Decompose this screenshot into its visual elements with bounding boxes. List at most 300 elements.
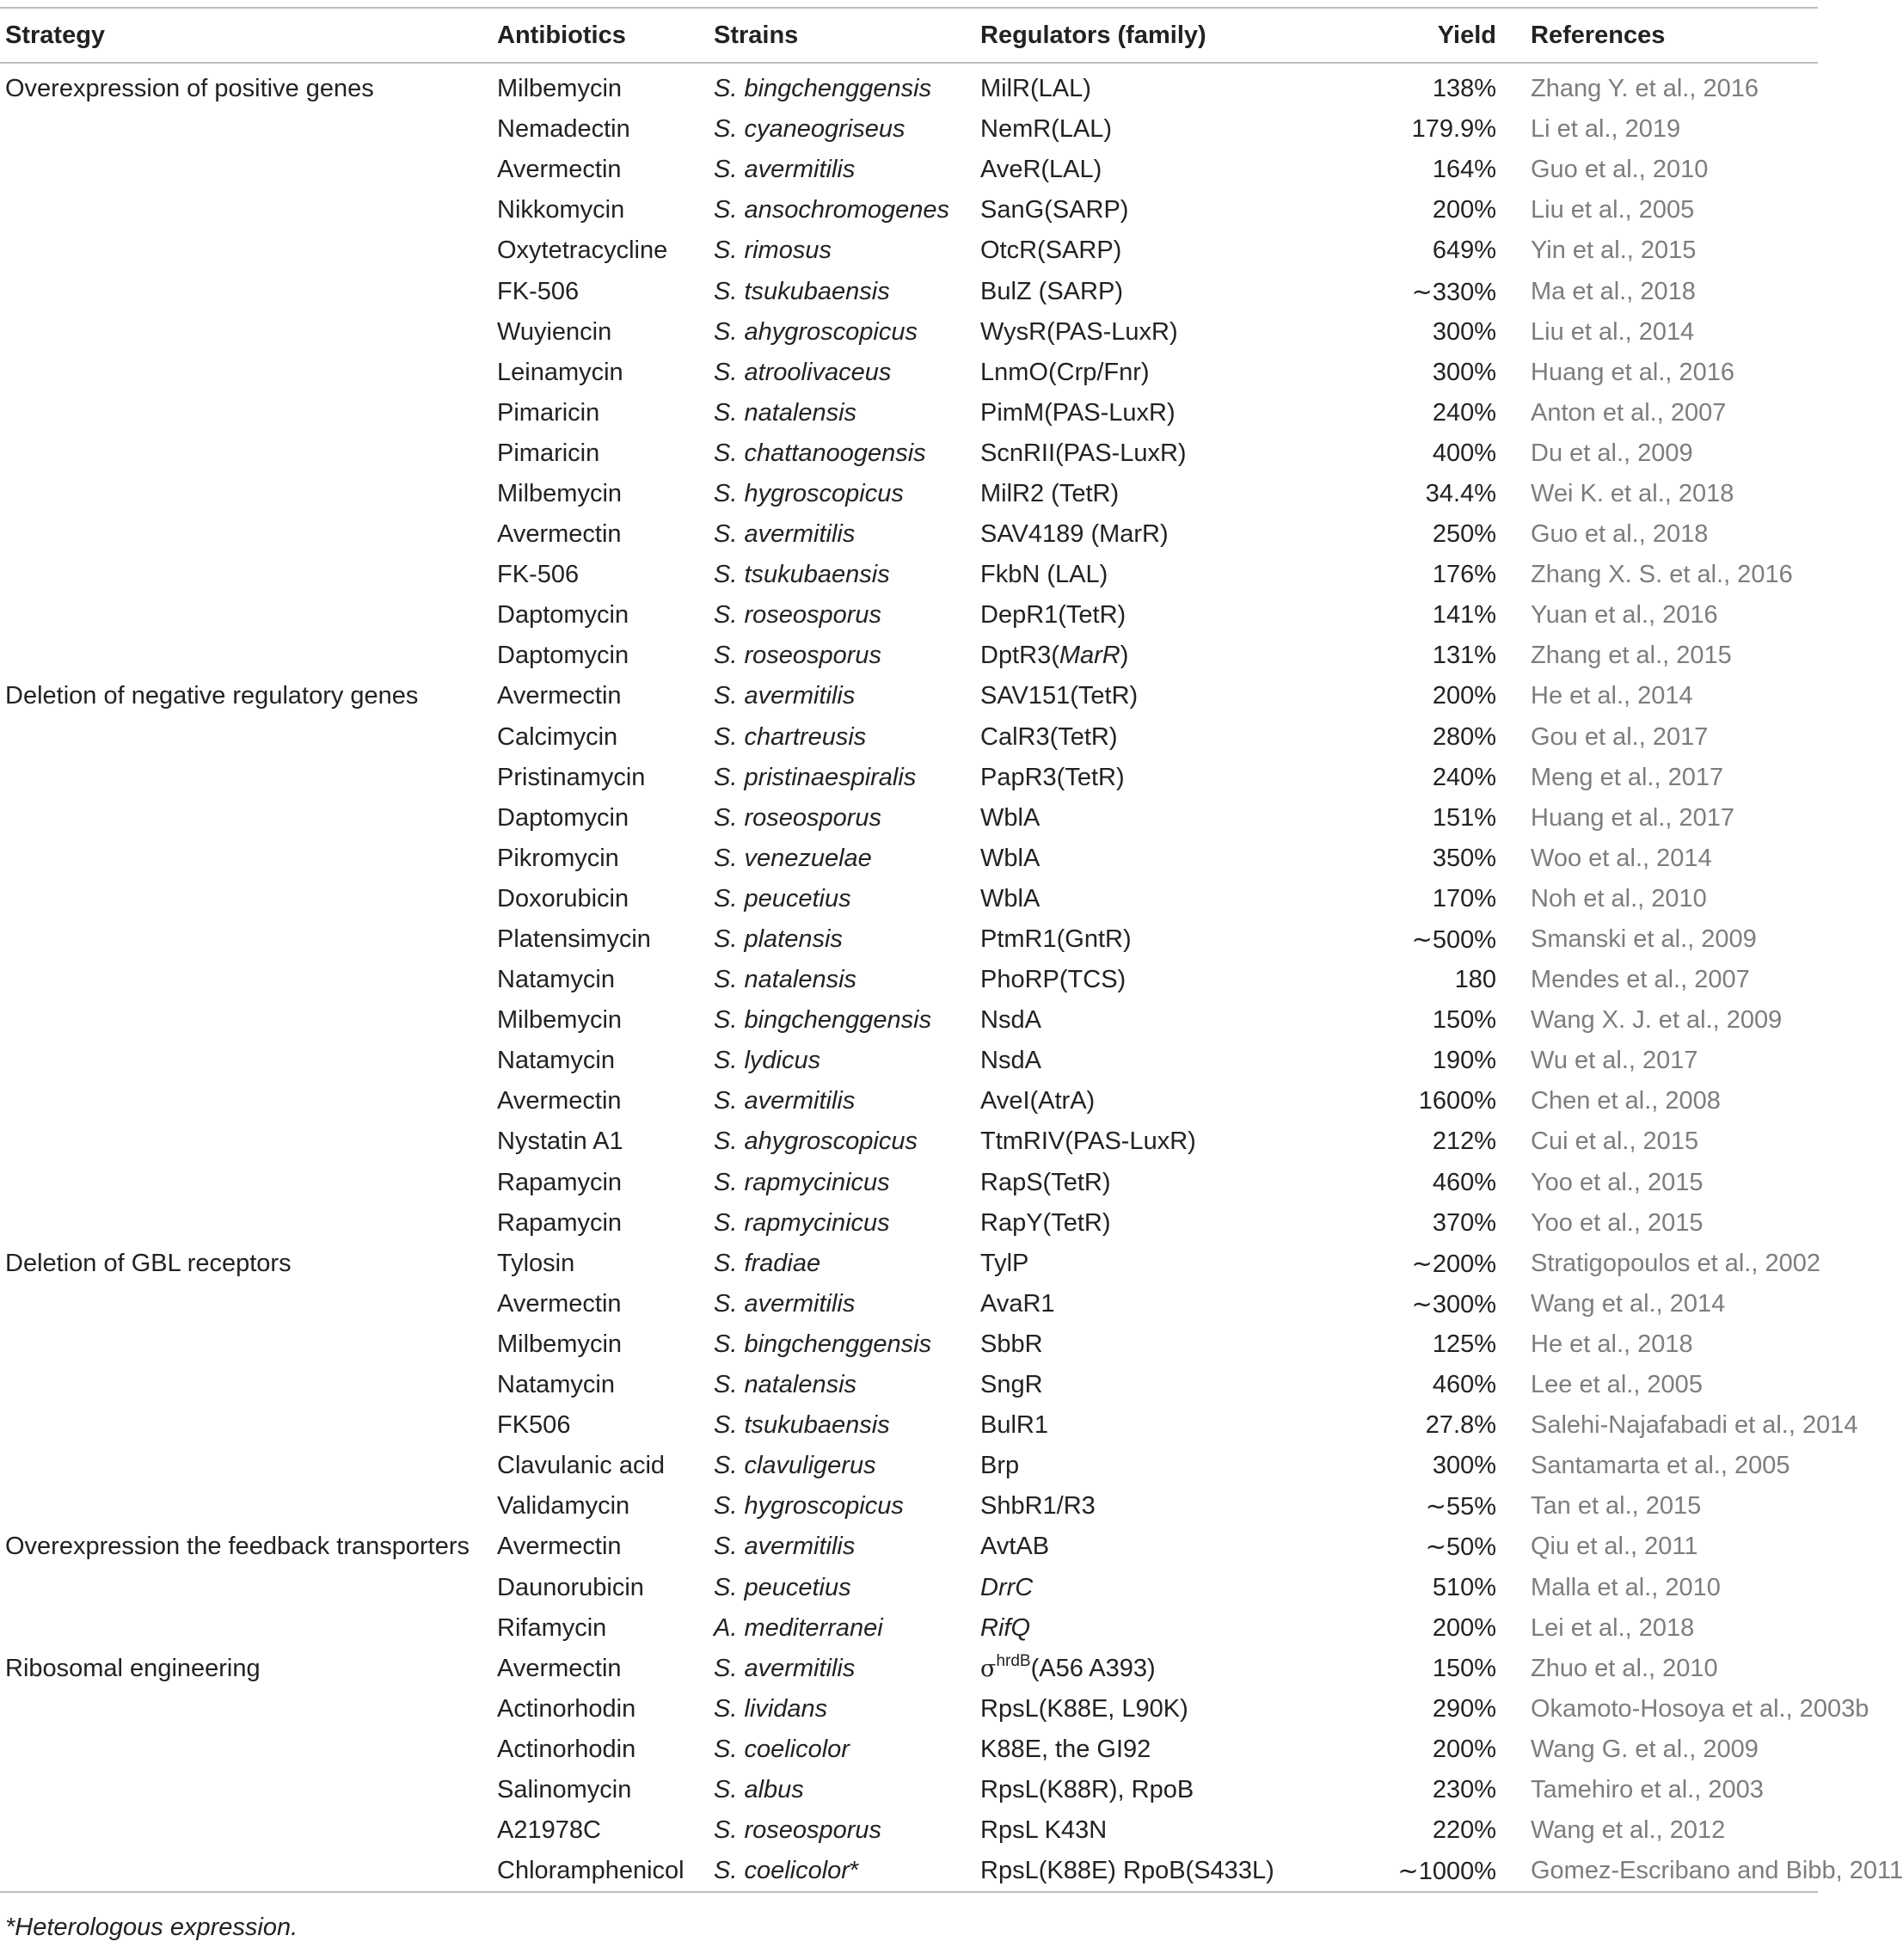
regulator-cell xyxy=(980,150,1337,190)
yield-cell: 190% xyxy=(1432,1047,1496,1075)
header-spacer xyxy=(1496,8,1531,63)
yield-cell: ∼55% xyxy=(1425,1493,1496,1521)
antibiotic-cell: Daptomycin xyxy=(497,803,629,832)
yield-cell: 400% xyxy=(1432,439,1496,467)
strain-cell xyxy=(714,312,980,353)
strategy-cell xyxy=(0,1730,497,1770)
strategy-cell xyxy=(0,1324,497,1365)
table-row xyxy=(0,109,1818,150)
regulator-cell xyxy=(980,717,1337,758)
yield-cell: 151% xyxy=(1432,803,1496,832)
strain-name: S. fradiae xyxy=(714,1249,821,1277)
reference-cell: Qiu et al., 2011 xyxy=(1531,1533,1698,1561)
regulator-cell xyxy=(980,1324,1337,1365)
strategy-cell xyxy=(0,879,497,919)
antibiotic-cell: Avermectin xyxy=(497,1087,622,1115)
yield-cell: 300% xyxy=(1432,358,1496,386)
regulator-name: SngR xyxy=(980,1371,1043,1399)
header-yield: Yield xyxy=(1337,8,1496,63)
strain-name: S. roseosporus xyxy=(714,1816,882,1845)
yield-cell: 200% xyxy=(1432,1613,1496,1642)
strain-name: S. ahygroscopicus xyxy=(714,317,918,346)
regulator-name: K88E, the GI92 xyxy=(980,1735,1151,1763)
strain-name: S. peucetius xyxy=(714,884,851,912)
strain-name: S. rapmycinicus xyxy=(714,1168,890,1196)
strain-cell xyxy=(714,1324,980,1365)
spacer-cell xyxy=(1496,1284,1531,1324)
regulator-cell xyxy=(980,919,1337,960)
yield-cell: 230% xyxy=(1432,1775,1496,1803)
yield-cell: 649% xyxy=(1432,237,1496,265)
antibiotic-cell: Oxytetracycline xyxy=(497,237,668,265)
reference-cell: Wei K. et al., 2018 xyxy=(1531,479,1734,507)
yield-cell: ∼50% xyxy=(1425,1533,1496,1562)
strain-name: S. roseosporus xyxy=(714,642,882,670)
regulator-cell xyxy=(980,1730,1337,1770)
spacer-cell xyxy=(1496,1081,1531,1121)
table-row xyxy=(0,1770,1818,1810)
antibiotic-cell: Chloramphenicol xyxy=(497,1851,714,1892)
table-row xyxy=(0,1121,1818,1162)
yield-cell: 510% xyxy=(1432,1573,1496,1601)
strategy-cell xyxy=(0,109,497,150)
regulator-name: AveI(AtrA) xyxy=(980,1087,1096,1115)
regulator-cell xyxy=(980,1810,1337,1851)
reference-cell: Okamoto-Hosoya et al., 2003b xyxy=(1531,1694,1869,1723)
spacer-cell xyxy=(1496,271,1531,311)
antibiotic-cell: Platensimycin xyxy=(497,925,651,954)
reference-cell: Salehi-Najafabadi et al., 2014 xyxy=(1531,1411,1858,1440)
strain-cell xyxy=(714,1163,980,1203)
strain-name: S. natalensis xyxy=(714,1371,857,1399)
strain-name: S. roseosporus xyxy=(714,803,882,832)
strain-name: S. avermitilis xyxy=(714,1087,856,1115)
strain-name: S. atroolivaceus xyxy=(714,358,892,386)
table-row xyxy=(0,312,1818,353)
yield-cell: 250% xyxy=(1432,520,1496,549)
regulator-cell xyxy=(980,1608,1337,1649)
regulator-cell xyxy=(980,1649,1337,1689)
yield-cell: 150% xyxy=(1432,1654,1496,1682)
strategy-cell xyxy=(0,1446,497,1486)
strategy-cell xyxy=(0,230,497,271)
regulator-name: ScnRII(PAS-LuxR) xyxy=(980,439,1187,467)
yield-cell: 200% xyxy=(1432,196,1496,224)
table-row xyxy=(0,839,1818,879)
reference-cell: Yin et al., 2015 xyxy=(1531,237,1697,265)
spacer-cell xyxy=(1496,717,1531,758)
antibiotic-cell: Rifamycin xyxy=(497,1613,607,1642)
strain-cell xyxy=(714,393,980,433)
regulator-cell xyxy=(980,1041,1337,1081)
strain-cell xyxy=(714,1810,980,1851)
antibiotic-cell: Milbemycin xyxy=(497,479,623,507)
regulator-cell xyxy=(980,1284,1337,1324)
header-references: References xyxy=(1531,8,1818,63)
footnote: *Heterologous expression. xyxy=(5,1914,298,1941)
table-row xyxy=(0,1081,1818,1121)
strain-cell xyxy=(714,230,980,271)
regulator-cell xyxy=(980,1851,1337,1892)
table-row xyxy=(0,1163,1818,1203)
yield-cell: 460% xyxy=(1432,1168,1496,1196)
regulator-name: PhoRP(TCS) xyxy=(980,966,1126,994)
reference-cell: Liu et al., 2005 xyxy=(1531,196,1695,224)
reference-cell: Ma et al., 2018 xyxy=(1531,277,1696,305)
reference-cell: Wang et al., 2012 xyxy=(1531,1816,1726,1845)
regulator-name: RpsL(K88E) RpoB(S433L) xyxy=(980,1857,1274,1885)
table-row xyxy=(0,595,1818,636)
spacer-cell xyxy=(1496,1324,1531,1365)
regulator-cell xyxy=(980,312,1337,353)
strain-cell xyxy=(714,1527,980,1567)
strategy-cell xyxy=(0,312,497,353)
regulator-cell xyxy=(980,1000,1337,1041)
spacer-cell xyxy=(1496,1527,1531,1567)
strain-name: S. pristinaespiralis xyxy=(714,763,917,791)
table-row xyxy=(0,1284,1818,1324)
yield-cell: ∼1000% xyxy=(1337,1851,1496,1892)
strategy-cell: Overexpression of positive genes xyxy=(5,75,374,103)
spacer-cell xyxy=(1496,1405,1531,1446)
strategy-cell: Deletion of GBL receptors xyxy=(5,1249,292,1277)
strain-name: S. chartreusis xyxy=(714,722,867,751)
regulator-name: DptR3( xyxy=(980,642,1059,670)
reference-cell: Zhang et al., 2015 xyxy=(1531,642,1732,670)
regulator-name: FkbN (LAL) xyxy=(980,561,1108,589)
reference-cell: Gou et al., 2017 xyxy=(1531,722,1709,751)
regulator-name: SAV4189 (MarR) xyxy=(980,520,1169,549)
spacer-cell xyxy=(1496,1365,1531,1405)
spacer-cell xyxy=(1496,676,1531,716)
regulator-name: MilR2 (TetR) xyxy=(980,479,1120,507)
reference-cell: Du et al., 2009 xyxy=(1531,439,1693,467)
spacer-cell xyxy=(1496,919,1531,960)
regulator-cell xyxy=(980,271,1337,311)
antibiotic-cell: Clavulanic acid xyxy=(497,1452,666,1480)
strategy-cell xyxy=(0,1163,497,1203)
regulator-name: AveR(LAL) xyxy=(980,156,1102,184)
strategy-cell xyxy=(0,1041,497,1081)
strategy-cell xyxy=(0,433,497,474)
table-row xyxy=(0,1689,1818,1730)
antibiotic-cell: Pimaricin xyxy=(497,398,600,427)
antibiotic-cell: Leinamycin xyxy=(497,358,623,386)
strategy-cell xyxy=(0,1486,497,1527)
table-row xyxy=(0,1000,1818,1041)
regulator-name: PtmR1(GntR) xyxy=(980,925,1132,954)
strain-cell xyxy=(714,1770,980,1810)
strain-cell xyxy=(714,636,980,676)
yield-cell: 176% xyxy=(1432,561,1496,589)
reference-cell: Mendes et al., 2007 xyxy=(1531,966,1750,994)
spacer-cell xyxy=(1496,190,1531,230)
strain-name: S. tsukubaensis xyxy=(714,1411,890,1440)
strain-cell xyxy=(714,433,980,474)
strategy-cell: Deletion of negative regulatory genes xyxy=(5,682,419,710)
strategy-cell: Overexpression the feedback transporters xyxy=(5,1533,470,1561)
table-row xyxy=(0,1446,1818,1486)
yield-cell: 200% xyxy=(1432,1735,1496,1763)
regulator-cell xyxy=(980,190,1337,230)
regulator-name: NsdA xyxy=(980,1006,1041,1035)
yield-cell: 220% xyxy=(1432,1816,1496,1845)
reference-cell: Noh et al., 2010 xyxy=(1531,884,1707,912)
regulator-cell xyxy=(980,636,1337,676)
strategy-cell xyxy=(0,393,497,433)
regulator-name: WblA xyxy=(980,844,1041,872)
regulator-name: ShbR1/R3 xyxy=(980,1492,1096,1521)
reference-cell: Huang et al., 2016 xyxy=(1531,358,1735,386)
reference-cell: Smanski et al., 2009 xyxy=(1531,925,1757,954)
reference-cell: Yoo et al., 2015 xyxy=(1531,1168,1703,1196)
regulator-cell xyxy=(980,474,1337,514)
strain-name: S. hygroscopicus xyxy=(714,1492,904,1521)
strain-cell xyxy=(714,1244,980,1284)
strain-cell xyxy=(714,1121,980,1162)
strategy-cell xyxy=(0,839,497,879)
strain-cell xyxy=(714,960,980,1000)
header-row xyxy=(0,8,1818,63)
table-row xyxy=(0,63,1818,109)
strain-cell xyxy=(714,1608,980,1649)
antibiotic-cell: Pikromycin xyxy=(497,844,619,872)
antibiotic-cell: FK-506 xyxy=(497,277,580,305)
antibiotic-cell: Avermectin xyxy=(497,1289,622,1318)
strategy-cell xyxy=(0,1121,497,1162)
strain-name: S. ansochromogenes xyxy=(714,196,950,224)
spacer-cell xyxy=(1496,1244,1531,1284)
table-row xyxy=(0,353,1818,393)
reference-cell: Yoo et al., 2015 xyxy=(1531,1208,1703,1237)
spacer-cell xyxy=(1496,879,1531,919)
yield-cell: 180 xyxy=(1454,966,1496,994)
yield-cell: 460% xyxy=(1432,1371,1496,1399)
strategy-cell: Ribosomal engineering xyxy=(5,1654,261,1682)
table-row xyxy=(0,1405,1818,1446)
regulator-cell xyxy=(980,676,1337,716)
regulator-cell xyxy=(980,1486,1337,1527)
yield-cell: 27.8% xyxy=(1425,1411,1496,1440)
antibiotic-cell: Avermectin xyxy=(497,682,622,710)
regulator-name: NemR(LAL) xyxy=(980,115,1113,144)
table-row xyxy=(0,636,1818,676)
antibiotic-cell: Validamycin xyxy=(497,1492,630,1521)
strain-name: S. peucetius xyxy=(714,1573,851,1601)
strategy-cell xyxy=(0,1770,497,1810)
strategy-cell xyxy=(0,190,497,230)
reference-cell: Huang et al., 2017 xyxy=(1531,803,1735,832)
strain-name: S. avermitilis xyxy=(714,682,856,710)
regulator-name: SAV151(TetR) xyxy=(980,682,1139,710)
strain-cell xyxy=(714,150,980,190)
strain-name: S. coelicolor xyxy=(714,1735,850,1763)
table-row xyxy=(0,1730,1818,1770)
yield-cell: ∼500% xyxy=(1411,926,1496,955)
antibiotic-cell: Milbemycin xyxy=(497,1006,623,1035)
antibiotic-cell: Pristinamycin xyxy=(497,763,646,791)
regulator-cell xyxy=(980,879,1337,919)
regulator-name: LnmO(Crp/Fnr) xyxy=(980,358,1150,386)
reference-cell: He et al., 2018 xyxy=(1531,1330,1693,1358)
regulator-name: MilR(LAL) xyxy=(980,75,1091,103)
strain-cell xyxy=(714,190,980,230)
table-row xyxy=(0,474,1818,514)
spacer-cell xyxy=(1496,1121,1531,1162)
spacer-cell xyxy=(1496,1851,1531,1892)
yield-cell: 179.9% xyxy=(1411,115,1496,144)
table-row xyxy=(0,1810,1818,1851)
regulator-cell xyxy=(980,1405,1337,1446)
reference-cell: Woo et al., 2014 xyxy=(1531,844,1712,872)
table-row xyxy=(0,758,1818,798)
strain-cell xyxy=(714,63,980,109)
antibiotic-cell: Natamycin xyxy=(497,966,615,994)
strategy-cell xyxy=(0,595,497,636)
table-row xyxy=(0,393,1818,433)
yield-cell: 280% xyxy=(1432,722,1496,751)
antibiotic-cell: Tylosin xyxy=(497,1249,575,1277)
strategy-cell xyxy=(0,717,497,758)
strain-cell xyxy=(714,879,980,919)
antibiotic-cell: Milbemycin xyxy=(497,75,623,103)
strain-name: S. platensis xyxy=(714,925,843,954)
table-row xyxy=(0,1203,1818,1244)
regulator-cell xyxy=(980,1163,1337,1203)
spacer-cell xyxy=(1496,839,1531,879)
strain-cell xyxy=(714,1365,980,1405)
spacer-cell xyxy=(1496,230,1531,271)
table-row xyxy=(0,1649,1818,1689)
spacer-cell xyxy=(1496,595,1531,636)
spacer-cell xyxy=(1496,1649,1531,1689)
antibiotic-cell: Natamycin xyxy=(497,1371,615,1399)
strain-name: S. hygroscopicus xyxy=(714,479,904,507)
spacer-cell xyxy=(1496,1810,1531,1851)
regulator-name: BulZ (SARP) xyxy=(980,277,1123,305)
table-row xyxy=(0,1244,1818,1284)
regulator-cell xyxy=(980,230,1337,271)
yield-cell: 240% xyxy=(1432,398,1496,427)
strain-cell xyxy=(714,758,980,798)
regulator-name: AvaR1 xyxy=(980,1289,1055,1318)
yield-cell: ∼300% xyxy=(1411,1290,1496,1318)
yield-cell: 125% xyxy=(1432,1330,1496,1358)
strategy-cell xyxy=(0,1608,497,1649)
spacer-cell xyxy=(1496,960,1531,1000)
antibiotic-cell: Rapamycin xyxy=(497,1208,623,1237)
table-row xyxy=(0,1851,1818,1892)
strategy-cell xyxy=(0,1081,497,1121)
header-antibiotics: Antibiotics xyxy=(497,8,714,63)
strategy-cell xyxy=(0,1851,497,1892)
strain-name: S. natalensis xyxy=(714,398,857,427)
spacer-cell xyxy=(1496,798,1531,839)
strain-name: S. coelicolor xyxy=(714,1857,850,1885)
regulator-cell xyxy=(980,960,1337,1000)
spacer-cell xyxy=(1496,1000,1531,1041)
table-row xyxy=(0,433,1818,474)
yield-cell: ∼330% xyxy=(1411,278,1496,306)
antibiotic-cell: Milbemycin xyxy=(497,1330,623,1358)
strain-name: S. avermitilis xyxy=(714,1533,856,1561)
regulator-name: TtmRIV(PAS-LuxR) xyxy=(980,1127,1196,1156)
spacer-cell xyxy=(1496,1163,1531,1203)
reference-cell: Santamarta et al., 2005 xyxy=(1531,1452,1790,1480)
spacer-cell xyxy=(1496,150,1531,190)
strain-cell xyxy=(714,1081,980,1121)
table-row xyxy=(0,555,1818,595)
spacer-cell xyxy=(1496,1567,1531,1607)
spacer-cell xyxy=(1496,353,1531,393)
strain-name: S. bingchenggensis xyxy=(714,1330,932,1358)
yield-cell: ∼200% xyxy=(1411,1250,1496,1278)
regulator-name: SbbR xyxy=(980,1330,1043,1358)
spacer-cell xyxy=(1496,1730,1531,1770)
spacer-cell xyxy=(1496,63,1531,109)
strain-cell xyxy=(714,1405,980,1446)
yield-cell: 1600% xyxy=(1418,1087,1496,1115)
strain-cell xyxy=(714,919,980,960)
antibiotic-cell: Natamycin xyxy=(497,1047,615,1075)
reference-cell: Guo et al., 2018 xyxy=(1531,520,1709,549)
reference-cell: He et al., 2014 xyxy=(1531,682,1693,710)
strategy-cell xyxy=(0,514,497,555)
antibiotic-cell: Wuyiencin xyxy=(497,317,612,346)
strain-cell xyxy=(714,1730,980,1770)
regulator-name: SanG(SARP) xyxy=(980,196,1129,224)
strain-name: S. albus xyxy=(714,1775,804,1803)
regulator-name: RapS(TetR) xyxy=(980,1168,1111,1196)
strategy-cell xyxy=(0,758,497,798)
regulator-name: Brp xyxy=(980,1452,1020,1480)
reference-cell: Liu et al., 2014 xyxy=(1531,317,1695,346)
spacer-cell xyxy=(1496,393,1531,433)
spacer-cell xyxy=(1496,1608,1531,1649)
strain-name: S. lividans xyxy=(714,1694,828,1723)
strain-cell xyxy=(714,1689,980,1730)
strategy-cell xyxy=(0,919,497,960)
regulator-cell xyxy=(980,1244,1337,1284)
yield-cell: 300% xyxy=(1432,1452,1496,1480)
strain-cell xyxy=(714,595,980,636)
regulator-cell xyxy=(980,353,1337,393)
table-row xyxy=(0,150,1818,190)
strain-cell xyxy=(714,839,980,879)
regulator-name: DepR1(TetR) xyxy=(980,601,1126,630)
strategy-cell xyxy=(0,271,497,311)
reference-cell: Tan et al., 2015 xyxy=(1531,1492,1702,1521)
reference-cell: Malla et al., 2010 xyxy=(1531,1573,1721,1601)
regulator-italic: MarR xyxy=(1059,642,1120,670)
antibiotic-cell: Daptomycin xyxy=(497,601,629,630)
strategy-cell xyxy=(0,636,497,676)
strain-name: S. roseosporus xyxy=(714,601,882,630)
spacer-cell xyxy=(1496,1041,1531,1081)
regulator-name: RpsL(K88R), RpoB xyxy=(980,1775,1194,1803)
spacer-cell xyxy=(1496,433,1531,474)
reference-cell: Chen et al., 2008 xyxy=(1531,1087,1721,1115)
spacer-cell xyxy=(1496,514,1531,555)
strain-footnote-mark: * xyxy=(849,1857,860,1885)
table-row xyxy=(0,1567,1818,1607)
strain-name: S. tsukubaensis xyxy=(714,277,890,305)
reference-cell: Wang G. et al., 2009 xyxy=(1531,1735,1759,1763)
regulator-suffix: ) xyxy=(1120,642,1129,670)
strain-cell xyxy=(714,474,980,514)
reference-cell: Li et al., 2019 xyxy=(1531,115,1681,144)
antibiotic-cell: Nemadectin xyxy=(497,115,630,144)
